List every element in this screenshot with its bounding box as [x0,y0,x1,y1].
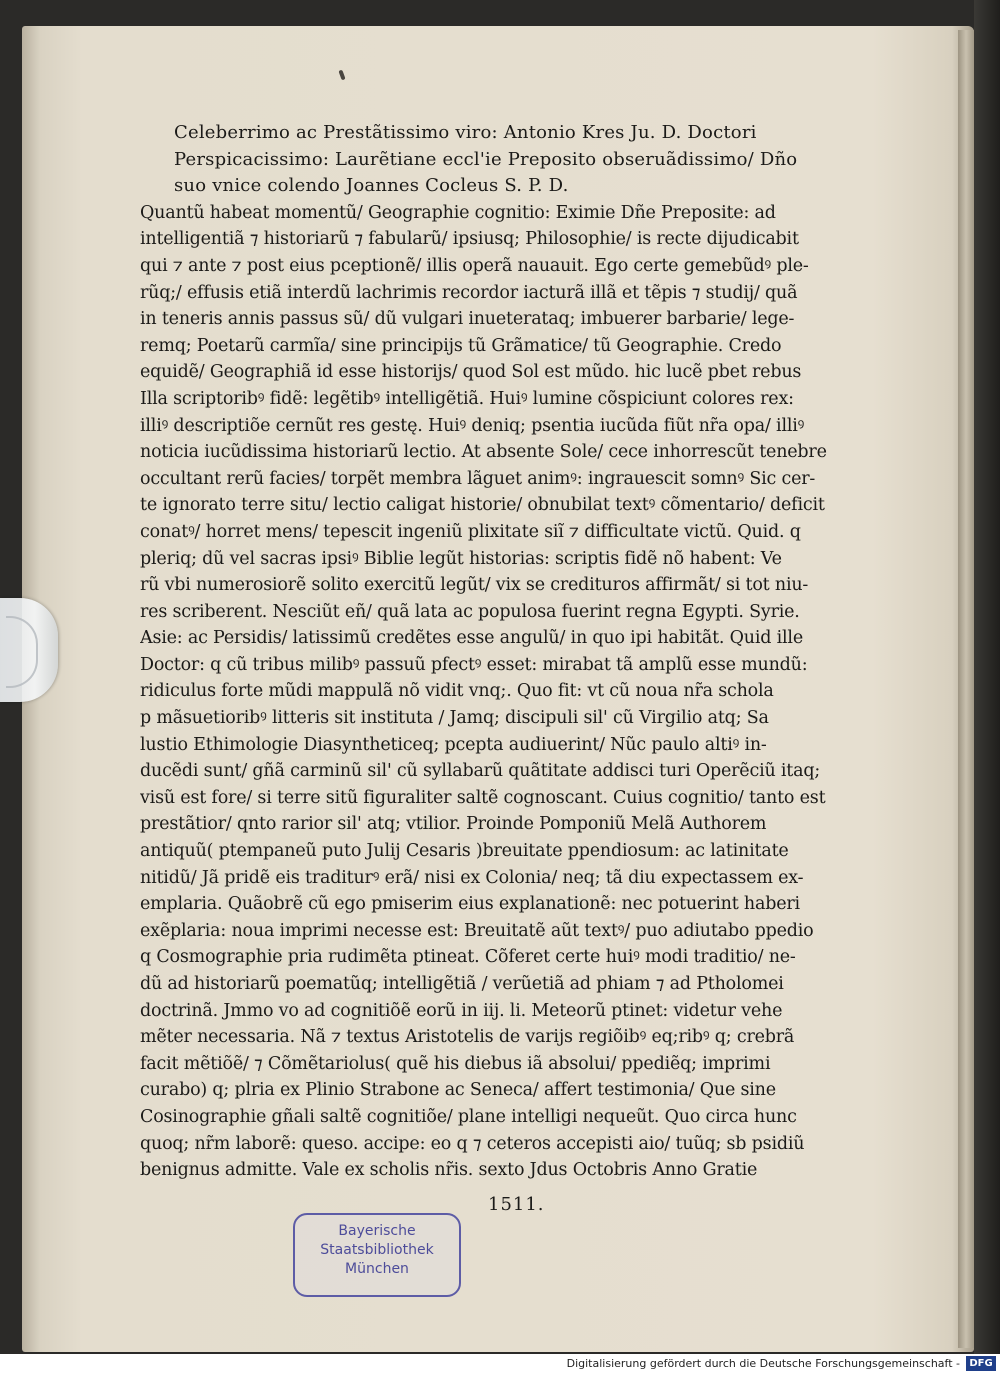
body-line: q Cosmographie pria rudimẽta ptineat. Cõferet certe huiꝰ modi traditio/ ne- [140,947,796,968]
body-line: ridiculus forte mũdi mappulã nõ vidit vnq;. Quo fit: vt cũ noua nr̃a schola [140,681,774,702]
body-line: Illa scriptoribꝰ fidẽ: legẽtibꝰ intelligẽtiã. Huiꝰ lumine cõspiciunt colores rex: [140,388,794,409]
letter-body [140,200,910,1184]
stamp-line: Bayerische [338,1223,416,1239]
body-line: te ignorato terre situ/ lectio caligat historie/ obnubilat textꝰ cõmentario/ deficit [140,495,825,516]
body-line: rũq;/ effusis etiã interdũ lachrimis recordor iacturã illã et tẽpis ⁊ studij/ quã [140,282,798,303]
dfg-logo: DFG [966,1356,996,1371]
book-spine [974,0,1000,1354]
year: 1511. [488,1194,545,1215]
body-line: pleriq; dũ vel sacras ipsiꝰ Biblie legũt historias: scriptis fidẽ nõ habent: Ve [140,548,782,569]
body-line: antiquũ( ptempaneũ puto Julij Cesaris )breuitate ppendiosum: ac latinitate [140,841,789,862]
body-line: benignus admitte. Vale ex scholis nr̃is. sexto Jdus Octobris Anno Gratie [140,1160,758,1181]
dedication [140,120,910,200]
body-line: lustio Ethimologie Diasyntheticeq; pcepta audiuerint/ Nũc paulo altiꝰ in- [140,734,767,755]
body-line: in teneris annis passus sũ/ dũ vulgari inueterataq; imbuerer barbarie/ lege- [140,309,795,330]
printed-text [140,120,910,1184]
body-line: exẽplaria: noua imprimi necesse est: Breuitatẽ aũt textꝰ/ puo adiutabo ppedio [140,920,814,941]
body-line: prestãtior/ qnto rarior sil' atq; vtilior. Proinde Pomponiũ Melã Authorem [140,814,767,835]
body-line: Doctor: q cũ tribus milibꝰ passuũ pfectꝰ esset: mirabat tã amplũ esse mundũ: [140,654,808,675]
body-line: quoq; nr̃m laborẽ: queso. accipe: eo q ⁊ ceteros accepisti aio/ tuũq; sb psidiũ [140,1133,805,1154]
body-line: ducẽdi sunt/ gñã carminũ sil' cũ syllabarũ quãtitate addisci turi Operẽciũ itaq; [140,761,821,782]
body-line: facit mẽtiõẽ/ ⁊ Cõmẽtariolus( quẽ his diebus iã absolui/ ppediẽq; imprimi [140,1053,771,1074]
body-line: occultant rerũ facies/ torpẽt membra lãguet animꝰ: ingrauescit somnꝰ Sic cer- [140,468,816,489]
body-line: conatꝰ/ horret mens/ tepescit ingeniũ plixitate siĩ ⁊ difficultate victũ. Quid. q [140,521,801,542]
footer-bar [0,1354,1000,1374]
body-line: Cosinographie gñali saltẽ cognitiõe/ plane intelligi nequeũt. Quo circa hunc [140,1106,797,1127]
body-line: dũ ad historiarũ poematũq; intelligẽtiã / verũetiã ad phiam ⁊ ad Ptholomei [140,974,784,994]
body-line: intelligentiã ⁊ historiarũ ⁊ fabularũ/ ipsiusq; Philosophie/ is recte dijudicabit [140,229,799,250]
body-line: doctrinã. Jmmo vo ad cognitiõẽ eorũ in iij. li. Meteorũ ptinet: videtur vehe [140,1000,783,1021]
body-line: remq; Poetarũ carmĩa/ sine principijs tũ Grãmatice/ tũ Geographie. Credo [140,335,782,356]
body-line: mẽter necessaria. Nã ⁊ textus Aristotelis de varijs regiõibꝰ eq;ribꝰ q; crebrã [140,1027,795,1048]
stamp-line: München [345,1261,409,1277]
body-line: illiꝰ descriptiõe cernũt res gestę. Huiꝰ deniq; psentia iucũda fiũt nr̃a opa/ illiꝰ [140,415,805,436]
body-line: rũ vbi numerosiorẽ solito exercitũ legũt/ vix se credituros affirmãt/ si tot niu- [140,575,809,596]
footer-credit: Digitalisierung gefördert durch die Deutsche Forschungsgemeinschaft - [566,1357,960,1370]
clip-loop [6,616,38,688]
dedication-line: suo vnice colendo Joannes Cocleus S. P. D. [174,175,569,197]
body-line: noticia iucũdissima historiarũ lectio. At absente Sole/ cece inhorrescũt tenebre [140,442,827,463]
body-line: curabo) q; plria ex Plinio Strabone ac Seneca/ affert testimonia/ Que sine [140,1080,776,1101]
body-line: p mãsuetioribꝰ litteris sit instituta / Jamq; discipuli sil' cũ Virgilio atq; Sa [140,708,769,729]
body-line: qui ⁊ ante ⁊ post eius pceptionẽ/ illis operã nauauit. Ego certe gemebũdꝰ ple- [140,255,809,276]
body-line: equidẽ/ Geographiã id esse historijs/ quod Sol est mũdo. hic lucẽ pbet rebus [140,362,802,383]
body-line: emplaria. Quãobrẽ cũ ego pmiserim eius explanationẽ: nec potuerint haberi [140,894,800,915]
body-line: visũ est fore/ si terre sitũ figuraliter saltẽ cognoscant. Cuius cognitio/ tanto est [140,787,826,808]
body-line: res scriberent. Nesciũt eñ/ quã lata ac populosa fuerint regna Egypti. Syrie. [140,601,800,622]
library-stamp [293,1213,461,1297]
dedication-line: Perspicacissimo: Laurẽtiane eccl'ie Preposito obseruãdissimo/ Dño [174,148,798,170]
stamp-line: Staatsbibliothek [320,1242,434,1258]
body-line: Quantũ habeat momentũ/ Geographie cognitio: Eximie Dñe Preposite: ad [140,202,776,223]
body-line: nitidũ/ Jã pridẽ eis traditurꝰ erã/ nisi ex Colonia/ neq; tã diu expectassem ex- [140,867,804,888]
body-line: Asie: ac Persidis/ latissimũ credẽtes esse angulũ/ in quo ipi habitãt. Quid ille [140,628,803,649]
dedication-line: Celeberrimo ac Prestãtissimo viro: Antonio Kres Ju. D. Doctori [174,122,757,143]
page-clip [0,598,58,702]
